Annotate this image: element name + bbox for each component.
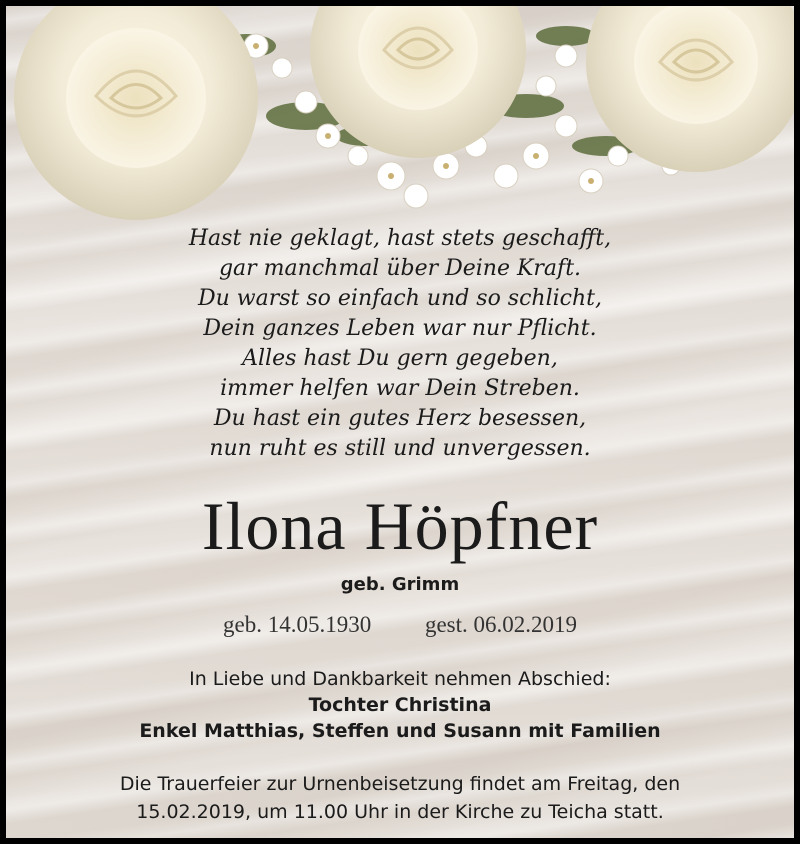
poem-line: Alles hast Du gern gegeben, <box>242 346 558 371</box>
poem-line: Du warst so einfach und so schlicht, <box>197 286 602 311</box>
poem-line: gar manchmal über Deine Kraft. <box>218 256 582 281</box>
funeral-line: Die Trauerfeier zur Urnenbeisetzung findet am Freitag, den <box>119 773 681 795</box>
death-date: gest. 06.02.2019 <box>424 612 578 637</box>
birth-date: geb. 14.05.1930 <box>222 612 372 637</box>
funeral-notice <box>6 770 794 826</box>
poem <box>6 224 794 464</box>
white-roses-image <box>6 6 794 226</box>
maiden-name: geb. Grimm <box>340 574 460 595</box>
mourners <box>6 666 794 744</box>
mourner-grandchildren: Enkel Matthias, Steffen und Susann mit Familien <box>139 720 661 742</box>
funeral-line: 15.02.2019, um 11.00 Uhr in der Kirche zu Teicha statt. <box>136 801 664 823</box>
poem-line: Dein ganzes Leben war nur Pflicht. <box>203 316 597 341</box>
poem-line: Du hast ein gutes Herz besessen, <box>213 406 587 431</box>
obituary-card <box>6 6 794 838</box>
poem-line: immer helfen war Dein Streben. <box>220 376 580 401</box>
mourners-intro: In Liebe und Dankbarkeit nehmen Abschied: <box>189 668 611 690</box>
deceased-name: Ilona Höpfner <box>201 488 599 564</box>
poem-line: nun ruht es still und unvergessen. <box>209 436 591 461</box>
mourner-daughter: Tochter Christina <box>308 694 492 716</box>
life-dates <box>6 610 794 640</box>
poem-line: Hast nie geklagt, hast stets geschafft, <box>188 226 612 251</box>
